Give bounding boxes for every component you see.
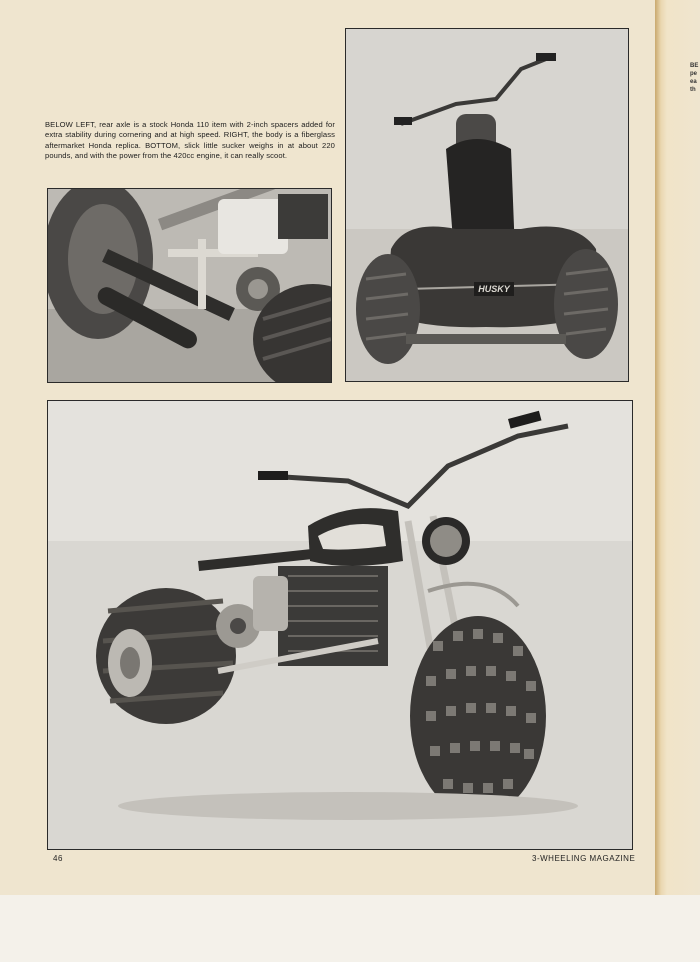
three-wheeler-photo (47, 400, 633, 850)
husky-badge: HUSKY (478, 284, 510, 294)
magazine-title: 3-WHEELING MAGAZINE (532, 854, 636, 863)
spine-line: ea (690, 79, 697, 85)
spine-line: pe (690, 71, 698, 77)
spine-line: th (690, 87, 696, 93)
spine-line: BE (690, 63, 699, 69)
rear-body-photo (345, 28, 629, 382)
photo-caption: BELOW LEFT, rear axle is a stock Honda 110 item with 2-inch spacers added for extra stability during cornering and at high speed. RIGHT, the body is a fiberglass aftermarket Honda replica. BOTTOM, slick little sucker weighs in at about 220 pounds, and with the power from the 420cc engine, it can really scoot. (45, 120, 335, 161)
rear-axle-photo (47, 188, 332, 383)
adjacent-page-edge (655, 0, 700, 895)
page-number: 46 (53, 854, 63, 863)
scan-background (0, 895, 700, 962)
adjacent-page-text (690, 62, 700, 94)
